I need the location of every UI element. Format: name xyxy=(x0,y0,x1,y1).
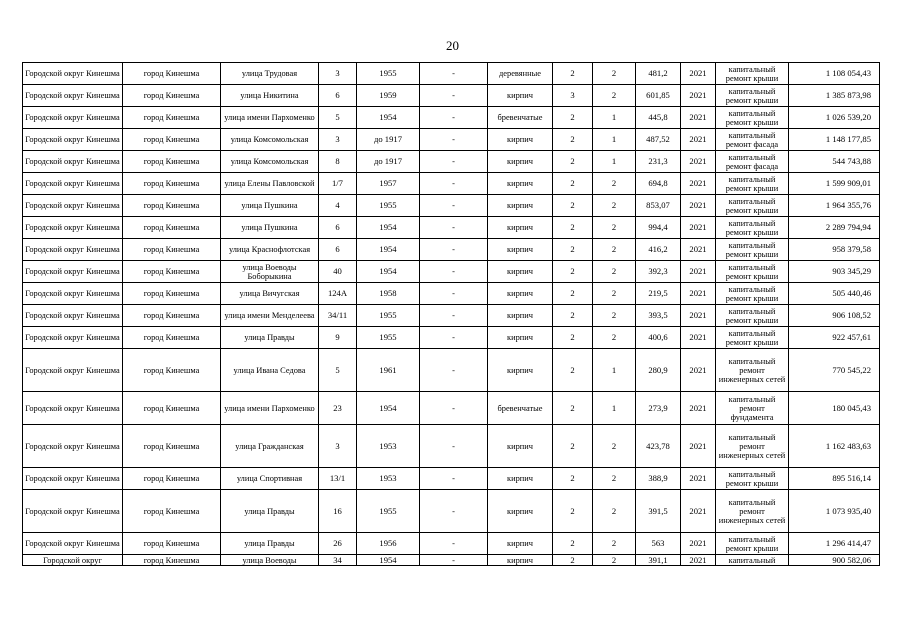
cost-cell: 505 440,46 xyxy=(789,283,880,305)
cost-cell: 770 545,22 xyxy=(789,349,880,392)
cost-cell: 1 108 054,43 xyxy=(789,63,880,85)
build-year-cell: 1955 xyxy=(357,305,420,327)
floors-cell: 2 xyxy=(553,305,593,327)
build-year-cell: 1953 xyxy=(357,425,420,468)
wall-material-cell: кирпич xyxy=(488,85,553,107)
street-cell: улица Воеводы Боборыкина xyxy=(221,261,319,283)
build-year-cell: 1954 xyxy=(357,261,420,283)
plan-year-cell: 2021 xyxy=(681,468,716,490)
city-cell: город Кинешма xyxy=(123,129,221,151)
district-cell: Городской округ Кинешма xyxy=(23,151,123,173)
city-cell: город Кинешма xyxy=(123,305,221,327)
floors-cell: 2 xyxy=(553,195,593,217)
district-cell: Городской округ Кинешма xyxy=(23,173,123,195)
plan-year-cell: 2021 xyxy=(681,217,716,239)
cost-cell: 1 964 355,76 xyxy=(789,195,880,217)
work-type-cell: капитальный ремонт крыши xyxy=(716,239,789,261)
table-row xyxy=(23,85,880,107)
build-year-cell: 1954 xyxy=(357,392,420,425)
cost-cell: 1 385 873,98 xyxy=(789,85,880,107)
cost-cell: 1 296 414,47 xyxy=(789,533,880,555)
last-repair-cell: - xyxy=(420,555,488,566)
last-repair-cell: - xyxy=(420,327,488,349)
city-cell: город Кинешма xyxy=(123,533,221,555)
cost-cell: 895 516,14 xyxy=(789,468,880,490)
house-number-cell: 16 xyxy=(319,490,357,533)
area-cell: 423,78 xyxy=(636,425,681,468)
last-repair-cell: - xyxy=(420,392,488,425)
build-year-cell: 1954 xyxy=(357,555,420,566)
build-year-cell: до 1917 xyxy=(357,129,420,151)
table-row xyxy=(23,283,880,305)
floors-cell: 2 xyxy=(553,327,593,349)
district-cell: Городской округ Кинешма xyxy=(23,195,123,217)
street-cell: улица Трудовая xyxy=(221,63,319,85)
street-cell: улица имени Пархоменко xyxy=(221,107,319,129)
floors-cell: 2 xyxy=(553,490,593,533)
city-cell: город Кинешма xyxy=(123,173,221,195)
build-year-cell: 1955 xyxy=(357,327,420,349)
build-year-cell: 1958 xyxy=(357,283,420,305)
plan-year-cell: 2021 xyxy=(681,392,716,425)
last-repair-cell: - xyxy=(420,107,488,129)
house-number-cell: 1/7 xyxy=(319,173,357,195)
plan-year-cell: 2021 xyxy=(681,283,716,305)
street-cell: улица Елены Павловской xyxy=(221,173,319,195)
wall-material-cell: кирпич xyxy=(488,173,553,195)
floors-cell: 2 xyxy=(553,425,593,468)
work-type-cell: капитальный xyxy=(716,555,789,566)
last-repair-cell: - xyxy=(420,283,488,305)
street-cell: улица Правды xyxy=(221,533,319,555)
last-repair-cell: - xyxy=(420,63,488,85)
plan-year-cell: 2021 xyxy=(681,533,716,555)
plan-year-cell: 2021 xyxy=(681,239,716,261)
wall-material-cell: кирпич xyxy=(488,217,553,239)
work-type-cell: капитальный ремонт инженерных сетей xyxy=(716,425,789,468)
table-row xyxy=(23,533,880,555)
area-cell: 445,8 xyxy=(636,107,681,129)
house-number-cell: 13/1 xyxy=(319,468,357,490)
work-type-cell: капитальный ремонт крыши xyxy=(716,261,789,283)
city-cell: город Кинешма xyxy=(123,425,221,468)
build-year-cell: 1956 xyxy=(357,533,420,555)
house-number-cell: 6 xyxy=(319,85,357,107)
table-body xyxy=(23,63,880,566)
entrances-cell: 1 xyxy=(593,392,636,425)
district-cell: Городской округ Кинешма xyxy=(23,305,123,327)
work-type-cell: капитальный ремонт крыши xyxy=(716,85,789,107)
build-year-cell: 1954 xyxy=(357,239,420,261)
cost-cell: 1 073 935,40 xyxy=(789,490,880,533)
area-cell: 391,5 xyxy=(636,490,681,533)
entrances-cell: 2 xyxy=(593,490,636,533)
area-cell: 280,9 xyxy=(636,349,681,392)
entrances-cell: 2 xyxy=(593,425,636,468)
table-row xyxy=(23,173,880,195)
floors-cell: 2 xyxy=(553,468,593,490)
area-cell: 231,3 xyxy=(636,151,681,173)
city-cell: город Кинешма xyxy=(123,392,221,425)
work-type-cell: капитальный ремонт крыши xyxy=(716,217,789,239)
area-cell: 392,3 xyxy=(636,261,681,283)
cost-cell: 544 743,88 xyxy=(789,151,880,173)
area-cell: 393,5 xyxy=(636,305,681,327)
table-row xyxy=(23,195,880,217)
build-year-cell: 1955 xyxy=(357,490,420,533)
district-cell: Городской округ Кинешма xyxy=(23,261,123,283)
work-type-cell: капитальный ремонт крыши xyxy=(716,327,789,349)
build-year-cell: 1961 xyxy=(357,349,420,392)
cost-cell: 1 026 539,20 xyxy=(789,107,880,129)
house-number-cell: 6 xyxy=(319,239,357,261)
floors-cell: 2 xyxy=(553,217,593,239)
plan-year-cell: 2021 xyxy=(681,261,716,283)
build-year-cell: 1954 xyxy=(357,107,420,129)
last-repair-cell: - xyxy=(420,85,488,107)
plan-year-cell: 2021 xyxy=(681,151,716,173)
wall-material-cell: кирпич xyxy=(488,490,553,533)
floors-cell: 2 xyxy=(553,533,593,555)
area-cell: 400,6 xyxy=(636,327,681,349)
city-cell: город Кинешма xyxy=(123,217,221,239)
cost-cell: 1 148 177,85 xyxy=(789,129,880,151)
entrances-cell: 2 xyxy=(593,533,636,555)
cost-cell: 2 289 794,94 xyxy=(789,217,880,239)
last-repair-cell: - xyxy=(420,195,488,217)
area-cell: 601,85 xyxy=(636,85,681,107)
work-type-cell: капитальный ремонт крыши xyxy=(716,195,789,217)
street-cell: улица Комсомольская xyxy=(221,129,319,151)
wall-material-cell: кирпич xyxy=(488,129,553,151)
house-number-cell: 5 xyxy=(319,349,357,392)
plan-year-cell: 2021 xyxy=(681,305,716,327)
street-cell: улица Ивана Седова xyxy=(221,349,319,392)
table-row xyxy=(23,217,880,239)
last-repair-cell: - xyxy=(420,239,488,261)
city-cell: город Кинешма xyxy=(123,63,221,85)
city-cell: город Кинешма xyxy=(123,85,221,107)
floors-cell: 2 xyxy=(553,392,593,425)
entrances-cell: 2 xyxy=(593,283,636,305)
floors-cell: 2 xyxy=(553,173,593,195)
district-cell: Городской округ xyxy=(23,555,123,566)
wall-material-cell: бревенчатые xyxy=(488,392,553,425)
last-repair-cell: - xyxy=(420,305,488,327)
wall-material-cell: кирпич xyxy=(488,283,553,305)
plan-year-cell: 2021 xyxy=(681,349,716,392)
city-cell: город Кинешма xyxy=(123,490,221,533)
cost-cell: 903 345,29 xyxy=(789,261,880,283)
house-number-cell: 5 xyxy=(319,107,357,129)
work-type-cell: капитальный ремонт крыши xyxy=(716,173,789,195)
work-type-cell: капитальный ремонт фундамента xyxy=(716,392,789,425)
street-cell: улица Пушкина xyxy=(221,217,319,239)
entrances-cell: 1 xyxy=(593,151,636,173)
district-cell: Городской округ Кинешма xyxy=(23,85,123,107)
area-cell: 853,07 xyxy=(636,195,681,217)
table-row xyxy=(23,305,880,327)
entrances-cell: 1 xyxy=(593,129,636,151)
table-row xyxy=(23,107,880,129)
area-cell: 273,9 xyxy=(636,392,681,425)
entrances-cell: 2 xyxy=(593,217,636,239)
plan-year-cell: 2021 xyxy=(681,327,716,349)
wall-material-cell: кирпич xyxy=(488,555,553,566)
street-cell: улица Пушкина xyxy=(221,195,319,217)
district-cell: Городской округ Кинешма xyxy=(23,533,123,555)
work-type-cell: капитальный ремонт фасада xyxy=(716,151,789,173)
house-number-cell: 40 xyxy=(319,261,357,283)
work-type-cell: капитальный ремонт крыши xyxy=(716,533,789,555)
street-cell: улица Правды xyxy=(221,327,319,349)
last-repair-cell: - xyxy=(420,173,488,195)
wall-material-cell: кирпич xyxy=(488,239,553,261)
plan-year-cell: 2021 xyxy=(681,129,716,151)
house-number-cell: 34/11 xyxy=(319,305,357,327)
house-number-cell: 8 xyxy=(319,151,357,173)
table-row xyxy=(23,392,880,425)
table-row xyxy=(23,349,880,392)
last-repair-cell: - xyxy=(420,533,488,555)
street-cell: улица Вичугская xyxy=(221,283,319,305)
table-row xyxy=(23,129,880,151)
floors-cell: 2 xyxy=(553,129,593,151)
district-cell: Городской округ Кинешма xyxy=(23,327,123,349)
street-cell: улица Спортивная xyxy=(221,468,319,490)
district-cell: Городской округ Кинешма xyxy=(23,239,123,261)
wall-material-cell: кирпич xyxy=(488,195,553,217)
entrances-cell: 2 xyxy=(593,195,636,217)
wall-material-cell: деревянные xyxy=(488,63,553,85)
area-cell: 563 xyxy=(636,533,681,555)
table-row xyxy=(23,63,880,85)
city-cell: город Кинешма xyxy=(123,283,221,305)
cost-cell: 1 162 483,63 xyxy=(789,425,880,468)
floors-cell: 2 xyxy=(553,555,593,566)
table-row xyxy=(23,261,880,283)
entrances-cell: 2 xyxy=(593,555,636,566)
entrances-cell: 2 xyxy=(593,85,636,107)
house-number-cell: 6 xyxy=(319,217,357,239)
table-row xyxy=(23,151,880,173)
last-repair-cell: - xyxy=(420,425,488,468)
street-cell: улица Воеводы xyxy=(221,555,319,566)
street-cell: улица имени Пархоменко xyxy=(221,392,319,425)
last-repair-cell: - xyxy=(420,490,488,533)
entrances-cell: 2 xyxy=(593,305,636,327)
district-cell: Городской округ Кинешма xyxy=(23,129,123,151)
wall-material-cell: кирпич xyxy=(488,261,553,283)
build-year-cell: 1959 xyxy=(357,85,420,107)
last-repair-cell: - xyxy=(420,129,488,151)
area-cell: 487,52 xyxy=(636,129,681,151)
plan-year-cell: 2021 xyxy=(681,195,716,217)
district-cell: Городской округ Кинешма xyxy=(23,468,123,490)
work-type-cell: капитальный ремонт инженерных сетей xyxy=(716,349,789,392)
wall-material-cell: кирпич xyxy=(488,425,553,468)
house-number-cell: 124А xyxy=(319,283,357,305)
street-cell: улица Правды xyxy=(221,490,319,533)
area-cell: 694,8 xyxy=(636,173,681,195)
plan-year-cell: 2021 xyxy=(681,63,716,85)
work-type-cell: капитальный ремонт крыши xyxy=(716,63,789,85)
entrances-cell: 2 xyxy=(593,239,636,261)
house-number-cell: 23 xyxy=(319,392,357,425)
floors-cell: 2 xyxy=(553,261,593,283)
floors-cell: 3 xyxy=(553,85,593,107)
build-year-cell: 1955 xyxy=(357,195,420,217)
wall-material-cell: кирпич xyxy=(488,151,553,173)
plan-year-cell: 2021 xyxy=(681,85,716,107)
area-cell: 219,5 xyxy=(636,283,681,305)
build-year-cell: 1953 xyxy=(357,468,420,490)
work-type-cell: капитальный ремонт фасада xyxy=(716,129,789,151)
plan-year-cell: 2021 xyxy=(681,107,716,129)
district-cell: Городской округ Кинешма xyxy=(23,217,123,239)
table-row xyxy=(23,490,880,533)
plan-year-cell: 2021 xyxy=(681,555,716,566)
city-cell: город Кинешма xyxy=(123,151,221,173)
last-repair-cell: - xyxy=(420,151,488,173)
area-cell: 481,2 xyxy=(636,63,681,85)
wall-material-cell: кирпич xyxy=(488,533,553,555)
plan-year-cell: 2021 xyxy=(681,425,716,468)
entrances-cell: 2 xyxy=(593,63,636,85)
floors-cell: 2 xyxy=(553,349,593,392)
entrances-cell: 2 xyxy=(593,173,636,195)
last-repair-cell: - xyxy=(420,349,488,392)
floors-cell: 2 xyxy=(553,63,593,85)
build-year-cell: 1957 xyxy=(357,173,420,195)
district-cell: Городской округ Кинешма xyxy=(23,349,123,392)
last-repair-cell: - xyxy=(420,217,488,239)
floors-cell: 2 xyxy=(553,107,593,129)
entrances-cell: 2 xyxy=(593,468,636,490)
repair-table xyxy=(22,62,880,566)
area-cell: 994,4 xyxy=(636,217,681,239)
build-year-cell: до 1917 xyxy=(357,151,420,173)
street-cell: улица Никитина xyxy=(221,85,319,107)
work-type-cell: капитальный ремонт крыши xyxy=(716,107,789,129)
wall-material-cell: кирпич xyxy=(488,327,553,349)
house-number-cell: 3 xyxy=(319,63,357,85)
work-type-cell: капитальный ремонт крыши xyxy=(716,283,789,305)
street-cell: улица Гражданская xyxy=(221,425,319,468)
cost-cell: 922 457,61 xyxy=(789,327,880,349)
build-year-cell: 1954 xyxy=(357,217,420,239)
entrances-cell: 1 xyxy=(593,107,636,129)
area-cell: 388,9 xyxy=(636,468,681,490)
district-cell: Городской округ Кинешма xyxy=(23,283,123,305)
cost-cell: 1 599 909,01 xyxy=(789,173,880,195)
district-cell: Городской округ Кинешма xyxy=(23,392,123,425)
entrances-cell: 2 xyxy=(593,327,636,349)
last-repair-cell: - xyxy=(420,261,488,283)
wall-material-cell: бревенчатые xyxy=(488,107,553,129)
street-cell: улица имени Менделеева xyxy=(221,305,319,327)
table-row xyxy=(23,468,880,490)
table-row xyxy=(23,425,880,468)
cost-cell: 906 108,52 xyxy=(789,305,880,327)
plan-year-cell: 2021 xyxy=(681,173,716,195)
house-number-cell: 4 xyxy=(319,195,357,217)
district-cell: Городской округ Кинешма xyxy=(23,107,123,129)
entrances-cell: 2 xyxy=(593,261,636,283)
wall-material-cell: кирпич xyxy=(488,468,553,490)
table-row xyxy=(23,555,880,566)
work-type-cell: капитальный ремонт крыши xyxy=(716,305,789,327)
house-number-cell: 26 xyxy=(319,533,357,555)
cost-cell: 958 379,58 xyxy=(789,239,880,261)
city-cell: город Кинешма xyxy=(123,327,221,349)
cost-cell: 900 582,06 xyxy=(789,555,880,566)
area-cell: 391,1 xyxy=(636,555,681,566)
floors-cell: 2 xyxy=(553,239,593,261)
house-number-cell: 3 xyxy=(319,425,357,468)
wall-material-cell: кирпич xyxy=(488,305,553,327)
house-number-cell: 9 xyxy=(319,327,357,349)
entrances-cell: 1 xyxy=(593,349,636,392)
wall-material-cell: кирпич xyxy=(488,349,553,392)
city-cell: город Кинешма xyxy=(123,195,221,217)
table-row xyxy=(23,327,880,349)
city-cell: город Кинешма xyxy=(123,555,221,566)
work-type-cell: капитальный ремонт инженерных сетей xyxy=(716,490,789,533)
area-cell: 416,2 xyxy=(636,239,681,261)
table-row xyxy=(23,239,880,261)
district-cell: Городской округ Кинешма xyxy=(23,490,123,533)
city-cell: город Кинешма xyxy=(123,349,221,392)
build-year-cell: 1955 xyxy=(357,63,420,85)
city-cell: город Кинешма xyxy=(123,107,221,129)
last-repair-cell: - xyxy=(420,468,488,490)
street-cell: улица Краснофлотская xyxy=(221,239,319,261)
city-cell: город Кинешма xyxy=(123,261,221,283)
work-type-cell: капитальный ремонт крыши xyxy=(716,468,789,490)
city-cell: город Кинешма xyxy=(123,239,221,261)
cost-cell: 180 045,43 xyxy=(789,392,880,425)
district-cell: Городской округ Кинешма xyxy=(23,425,123,468)
floors-cell: 2 xyxy=(553,283,593,305)
house-number-cell: 34 xyxy=(319,555,357,566)
district-cell: Городской округ Кинешма xyxy=(23,63,123,85)
street-cell: улица Комсомольская xyxy=(221,151,319,173)
plan-year-cell: 2021 xyxy=(681,490,716,533)
house-number-cell: 3 xyxy=(319,129,357,151)
floors-cell: 2 xyxy=(553,151,593,173)
page-number: 20 xyxy=(446,38,459,53)
city-cell: город Кинешма xyxy=(123,468,221,490)
